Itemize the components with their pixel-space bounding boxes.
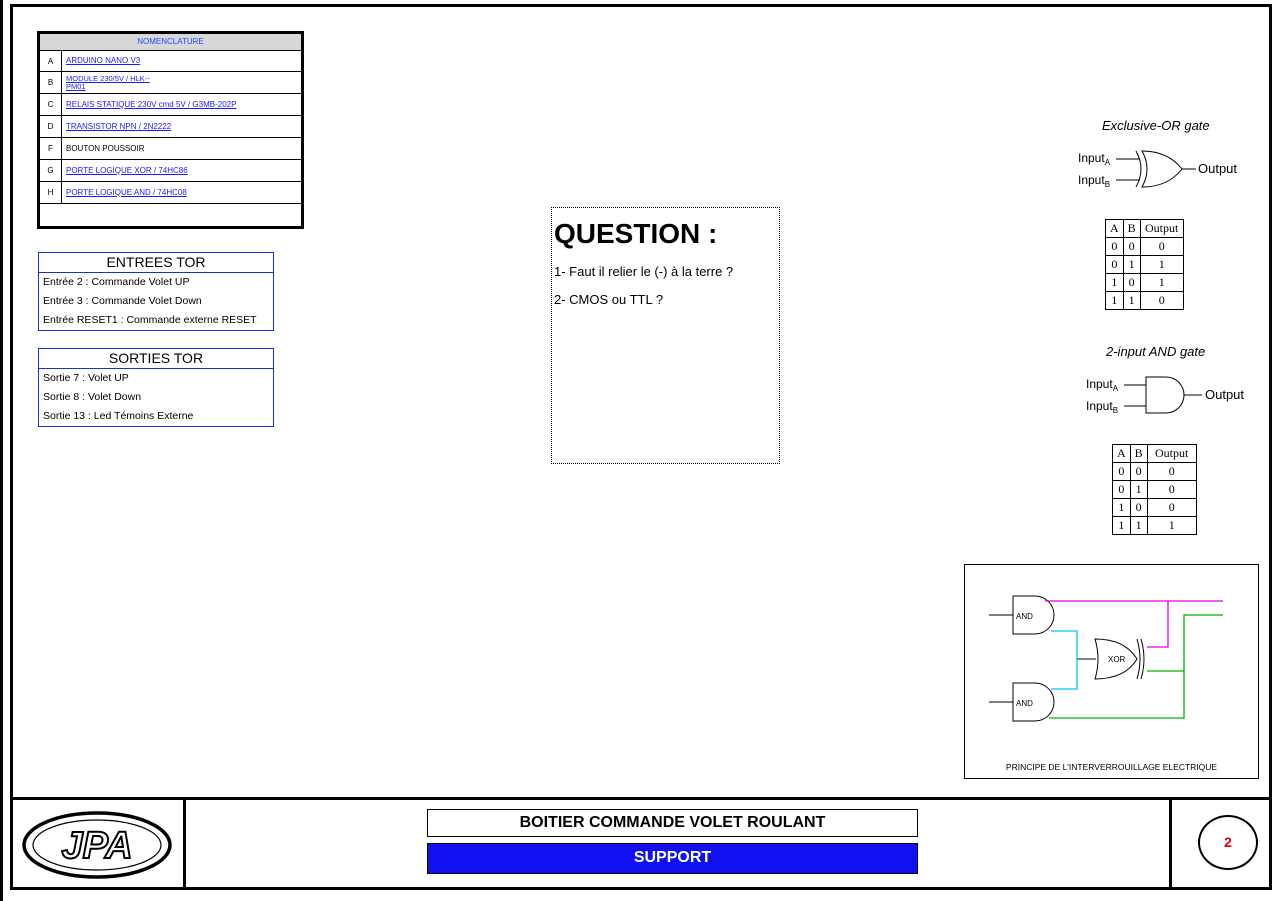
page-number: 2 [1198,815,1258,870]
document-subtitle: SUPPORT [427,843,918,874]
truth-cell: 0 [1147,499,1196,517]
truth-header-row [1113,445,1197,463]
truth-cell: 0 [1113,481,1131,499]
item-link[interactable]: ARDUINO NANO V3 [66,56,141,65]
nomenclature-row [40,51,301,72]
entrees-tor-box [38,252,274,331]
footer-divider [183,797,186,890]
document-title: BOITIER COMMANDE VOLET ROULANT [427,809,918,837]
truth-cell: 1 [1140,256,1183,274]
nomenclature-row [40,72,301,94]
question-box [551,207,780,464]
nomenclature-row [40,138,301,160]
truth-cell: 1 [1113,517,1131,535]
item-letter: A [40,51,62,71]
truth-row [1113,517,1197,535]
and-input-b-label: Input$_B$ [1086,399,1119,415]
truth-cell: 0 [1113,463,1131,481]
nomenclature-title: NOMENCLATURE [40,34,301,51]
sorties-title: SORTIES TOR [39,349,273,369]
truth-cell: 1 [1130,517,1147,535]
xor-output-label: Output [1198,161,1238,176]
xor-gate-symbol-icon [1076,142,1246,194]
truth-cell: 0 [1147,481,1196,499]
item-link[interactable] [62,72,301,93]
truth-cell: 0 [1140,292,1183,310]
truth-header-row [1106,220,1184,238]
entree-line: Entrée RESET1 : Commande externe RESET [43,314,257,326]
and-bottom-label: AND [1016,699,1033,708]
truth-row [1106,292,1184,310]
item-letter: C [40,94,62,115]
item-link[interactable]: PORTE LOGIQUE XOR / 74HC86 [66,165,188,175]
item-link-line2: PM01 [66,81,86,91]
and-top-label: AND [1016,612,1033,621]
item-link[interactable]: PORTE LOGIQUE AND / 74HC08 [66,187,187,197]
truth-row [1113,481,1197,499]
truth-cell: 1 [1106,292,1124,310]
and-gate-title: 2-input AND gate [1106,344,1206,359]
question-2: 2- CMOS ou TTL ? [554,292,664,307]
logo-text: JPA [61,825,133,867]
truth-cell: 0 [1106,256,1124,274]
diagram-caption: PRINCIPE DE L'INTERVERROUILLAGE ELECTRIQUE [1005,762,1218,772]
truth-header: Output [1147,445,1196,463]
truth-cell: 1 [1123,256,1140,274]
item-name: BOUTON POUSSOIR [66,143,145,153]
footer-divider [1169,797,1172,890]
sortie-line: Sortie 13 : Led Témoins Externe [43,410,194,422]
nomenclature-table [37,31,304,229]
truth-cell: 0 [1106,238,1124,256]
truth-cell: 1 [1147,517,1196,535]
item-letter: H [40,182,62,203]
truth-header: Output [1140,220,1183,238]
truth-cell: 0 [1123,238,1140,256]
question-1: 1- Faut il relier le (-) à la terre ? [554,264,734,279]
truth-header: A [1113,445,1131,463]
nomenclature-row [40,182,301,204]
truth-cell: 0 [1130,499,1147,517]
item-letter: D [40,116,62,137]
truth-cell: 1 [1113,499,1131,517]
nomenclature-row [40,94,301,116]
interlock-schematic-icon [965,565,1257,755]
interlock-diagram [964,564,1259,779]
item-letter: F [40,138,62,159]
entree-line: Entrée 3 : Commande Volet Down [43,295,202,307]
xor-gate-title: Exclusive-OR gate [1102,118,1210,133]
jpa-logo [20,807,175,883]
item-link[interactable]: TRANSISTOR NPN / 2N2222 [66,121,172,131]
item-link[interactable]: RELAIS STATIQUE 230V cmd 5V / G3MB-202P [66,99,237,109]
nomenclature-row [40,160,301,182]
truth-cell: 1 [1106,274,1124,292]
truth-row [1113,499,1197,517]
question-title: QUESTION : [554,218,718,249]
xor-input-b-label: Input$_B$ [1078,173,1111,189]
sorties-tor-box [38,348,274,427]
truth-cell: 1 [1123,292,1140,310]
truth-row [1106,274,1184,292]
truth-row [1113,463,1197,481]
and-truth-table [1112,444,1197,535]
truth-header: B [1123,220,1140,238]
xor-input-a-label: Input$_A$ [1078,151,1111,167]
truth-row [1106,256,1184,274]
truth-cell: 1 [1140,274,1183,292]
item-link-line1: MODULE 230/5V / HLK-- [66,73,150,83]
entree-line: Entrée 2 : Commande Volet UP [43,276,190,288]
truth-row [1106,238,1184,256]
truth-cell: 1 [1130,481,1147,499]
sortie-line: Sortie 8 : Volet Down [43,391,142,403]
xor-truth-table [1105,219,1184,310]
truth-cell: 0 [1140,238,1183,256]
item-letter: G [40,160,62,181]
xor-label: XOR [1108,655,1126,664]
truth-header: B [1130,445,1147,463]
and-output-label: Output [1205,387,1245,402]
nomenclature-row [40,116,301,138]
truth-cell: 0 [1147,463,1196,481]
entrees-title: ENTREES TOR [39,253,273,273]
sortie-line: Sortie 7 : Volet UP [43,372,129,384]
and-gate-symbol-icon [1084,368,1254,420]
page-left-edge [0,0,3,901]
truth-header: A [1106,220,1124,238]
and-input-a-label: Input$_A$ [1086,377,1119,393]
item-letter: B [40,72,62,93]
truth-cell: 0 [1123,274,1140,292]
truth-cell: 0 [1130,463,1147,481]
